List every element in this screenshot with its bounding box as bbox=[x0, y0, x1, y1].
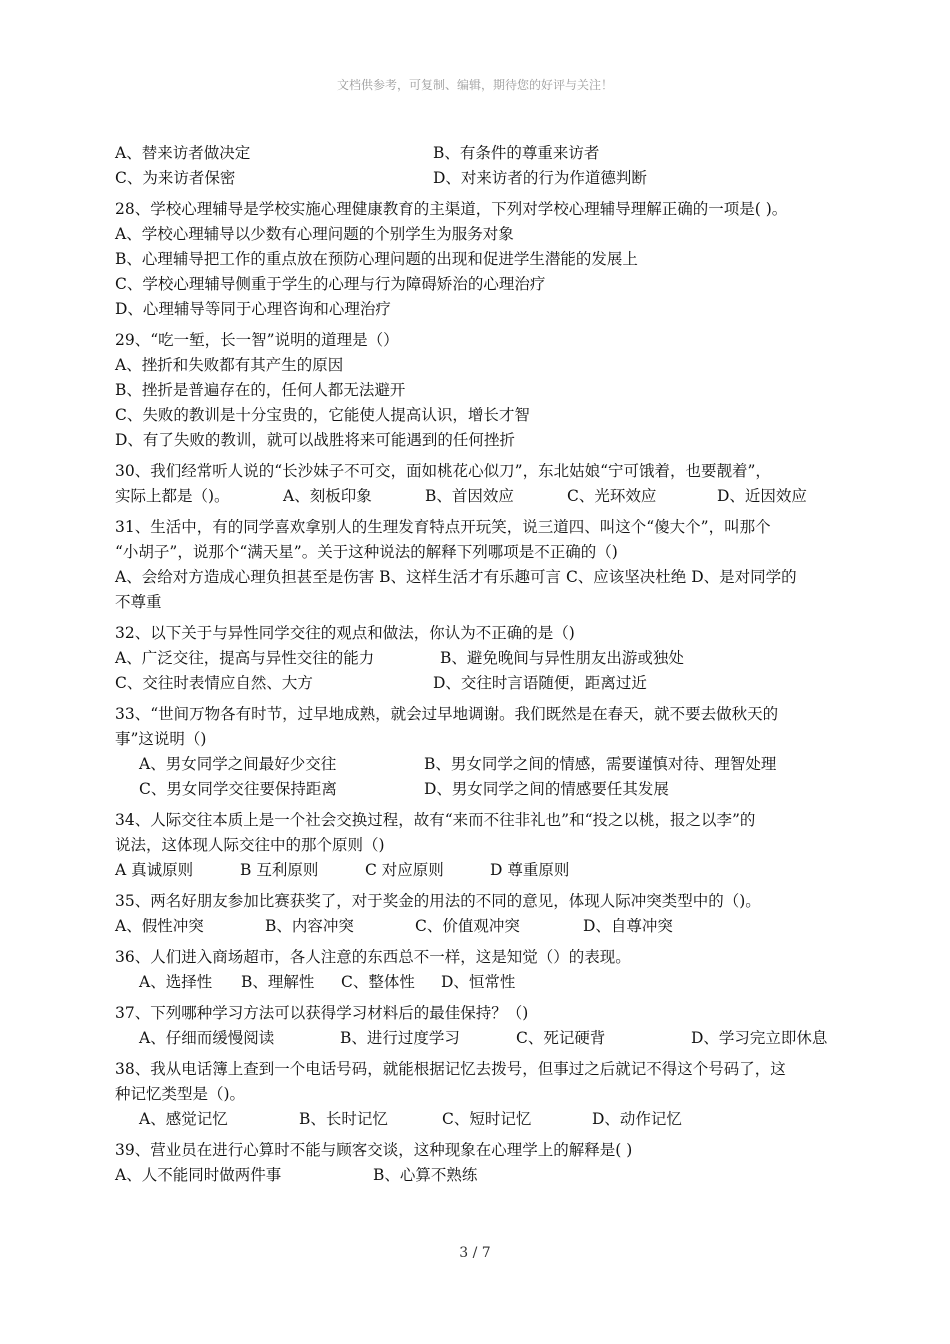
q36-stem: 36、人们进入商场超市，各人注意的东西总不一样，这是知觉（）的表现。 bbox=[115, 948, 631, 966]
q27-options-row-2 bbox=[115, 166, 845, 191]
q30-stem-line-1: 30、我们经常听人说的“长沙妹子不可交，面如桃花心似刀”，东北姑娘“宁可饿着，也要靓着”， bbox=[115, 462, 771, 480]
q36-options-row bbox=[115, 970, 845, 995]
page-header-note: 文档供参考，可复制、编辑，期待您的好评与关注！ bbox=[336, 78, 613, 92]
q35-stem: 35、两名好朋友参加比赛获奖了，对于奖金的用法的不同的意见，体现人际冲突类型中的（)。 bbox=[115, 892, 761, 910]
q33-option-d: D、男女同学之间的情感要任其发展 bbox=[424, 780, 669, 798]
q32-options-row-1 bbox=[115, 646, 845, 671]
q27-option-c: C、为来访者保密 bbox=[115, 169, 236, 187]
q33-stem-line-2: 事”这说明（) bbox=[115, 730, 207, 748]
q36-option-c: C、整体性 bbox=[341, 973, 415, 991]
q29-stem: 29、“吃一堑，长一智”说明的道理是（） bbox=[115, 331, 399, 349]
q38-stem-line-1: 38、我从电话簿上查到一个电话号码，就能根据记忆去拨号，但事过之后就记不得这个号码了，这 bbox=[115, 1060, 786, 1078]
q30-option-c: C、光环效应 bbox=[567, 487, 657, 505]
q29-option-b: B、挫折是普遍存在的，任何人都无法避开 bbox=[115, 381, 406, 399]
q32-stem: 32、以下关于与异性同学交往的观点和做法，你认为不正确的是（) bbox=[115, 624, 575, 642]
q34-stem-line-1: 34、人际交往本质上是一个社会交换过程，故有“来而不往非礼也”和“投之以桃，报之以李”的 bbox=[115, 811, 756, 829]
document-body bbox=[115, 141, 845, 1188]
q28-option-c: C、学校心理辅导侧重于学生的心理与行为障碍矫治的心理治疗 bbox=[115, 275, 546, 293]
q38-option-d: D、动作记忆 bbox=[592, 1110, 682, 1128]
q37-option-c: C、死记硬背 bbox=[516, 1029, 606, 1047]
q34-option-a: A 真诚原则 bbox=[115, 861, 194, 879]
q36-option-b: B、理解性 bbox=[241, 973, 315, 991]
q32-option-b: B、避免晚间与异性朋友出游或独处 bbox=[440, 649, 684, 667]
q28-option-a: A、学校心理辅导以少数有心理问题的个别学生为服务对象 bbox=[115, 225, 514, 243]
q35-options-row bbox=[115, 914, 845, 939]
q39-option-b: B、心算不熟练 bbox=[373, 1166, 478, 1184]
q31-options-line-2: 不尊重 bbox=[115, 593, 162, 611]
q38-option-a: A、感觉记忆 bbox=[139, 1110, 228, 1128]
q30-option-a: A、刻板印象 bbox=[283, 487, 372, 505]
q37-option-b: B、进行过度学习 bbox=[340, 1029, 460, 1047]
q31-stem-line-2: “小胡子”，说那个“满天星”。关于这种说法的解释下列哪项是不正确的（) bbox=[115, 543, 618, 561]
q35-option-d: D、自尊冲突 bbox=[583, 917, 673, 935]
q38-stem-line-2: 种记忆类型是（)。 bbox=[115, 1085, 246, 1103]
q28-option-d: D、心理辅导等同于心理咨询和心理治疗 bbox=[115, 300, 391, 318]
q27-options-row-1 bbox=[115, 141, 845, 166]
q39-stem: 39、营业员在进行心算时不能与顾客交谈，这种现象在心理学上的解释是( ) bbox=[115, 1141, 633, 1159]
q29-option-d: D、有了失败的教训，就可以战胜将来可能遇到的任何挫折 bbox=[115, 431, 515, 449]
q35-option-c: C、价值观冲突 bbox=[415, 917, 520, 935]
q37-option-a: A、仔细而缓慢阅读 bbox=[139, 1029, 275, 1047]
q30-option-b: B、首因效应 bbox=[425, 487, 514, 505]
q34-option-c: C 对应原则 bbox=[365, 861, 444, 879]
q37-stem: 37、下列哪种学习方法可以获得学习材料后的最佳保持？（) bbox=[115, 1004, 529, 1022]
q39-options-row bbox=[115, 1163, 845, 1188]
q33-option-b: B、男女同学之间的情感，需要谨慎对待、理智处理 bbox=[424, 755, 777, 773]
q32-options-row-2 bbox=[115, 671, 845, 696]
q33-option-c: C、男女同学交往要保持距离 bbox=[139, 780, 337, 798]
q27-option-d: D、对来访者的行为作道德判断 bbox=[433, 169, 647, 187]
q34-option-b: B 互利原则 bbox=[240, 861, 319, 879]
q34-stem-line-2: 说法，这体现人际交往中的那个原则（) bbox=[115, 836, 385, 854]
q32-option-d: D、交往时言语随便，距离过近 bbox=[433, 674, 647, 692]
q33-option-a: A、男女同学之间最好少交往 bbox=[139, 755, 337, 773]
q38-option-c: C、短时记忆 bbox=[442, 1110, 532, 1128]
q37-options-row bbox=[115, 1026, 845, 1051]
q31-stem-line-1: 31、生活中，有的同学喜欢拿别人的生理发育特点开玩笑，说三道四、叫这个“傻大个”，叫那个 bbox=[115, 518, 771, 536]
q34-options-row bbox=[115, 858, 845, 883]
q28-stem: 28、学校心理辅导是学校实施心理健康教育的主渠道，下列对学校心理辅导理解正确的一项是( )。 bbox=[115, 200, 788, 218]
q28-option-b: B、心理辅导把工作的重点放在预防心理问题的出现和促进学生潜能的发展上 bbox=[115, 250, 638, 268]
q35-option-a: A、假性冲突 bbox=[115, 917, 204, 935]
q30-stem-line-2 bbox=[115, 484, 845, 509]
q38-options-row bbox=[115, 1107, 845, 1132]
q29-option-c: C、失败的教训是十分宝贵的，它能使人提高认识，增长才智 bbox=[115, 406, 530, 424]
q39-option-a: A、人不能同时做两件事 bbox=[115, 1166, 282, 1184]
q32-option-c: C、交往时表情应自然、大方 bbox=[115, 674, 313, 692]
q35-option-b: B、内容冲突 bbox=[265, 917, 354, 935]
q33-options-row-1 bbox=[115, 752, 845, 777]
q34-option-d: D 尊重原则 bbox=[490, 861, 570, 879]
q32-option-a: A、广泛交往，提高与异性交往的能力 bbox=[115, 649, 375, 667]
q29-option-a: A、挫折和失败都有其产生的原因 bbox=[115, 356, 344, 374]
q31-options-line-1: A、会给对方造成心理负担甚至是伤害 B、这样生活才有乐趣可言 C、应该坚决杜绝 D、是对同学的 bbox=[115, 568, 797, 586]
q30-stem-tail: 实际上都是（)。 bbox=[115, 487, 230, 505]
q33-options-row-2 bbox=[115, 777, 845, 802]
page-number: 3 / 7 bbox=[459, 1245, 491, 1261]
q38-option-b: B、长时记忆 bbox=[299, 1110, 388, 1128]
q27-option-b: B、有条件的尊重来访者 bbox=[433, 144, 600, 162]
q30-option-d: D、近因效应 bbox=[717, 487, 807, 505]
q27-option-a: A、替来访者做决定 bbox=[115, 144, 251, 162]
q36-option-d: D、恒常性 bbox=[441, 973, 516, 991]
q37-option-d: D、学习完立即休息 bbox=[691, 1029, 828, 1047]
q33-stem-line-1: 33、“世间万物各有时节，过早地成熟，就会过早地调谢。我们既然是在春天，就不要去做秋天的 bbox=[115, 705, 779, 723]
q36-option-a: A、选择性 bbox=[139, 973, 213, 991]
